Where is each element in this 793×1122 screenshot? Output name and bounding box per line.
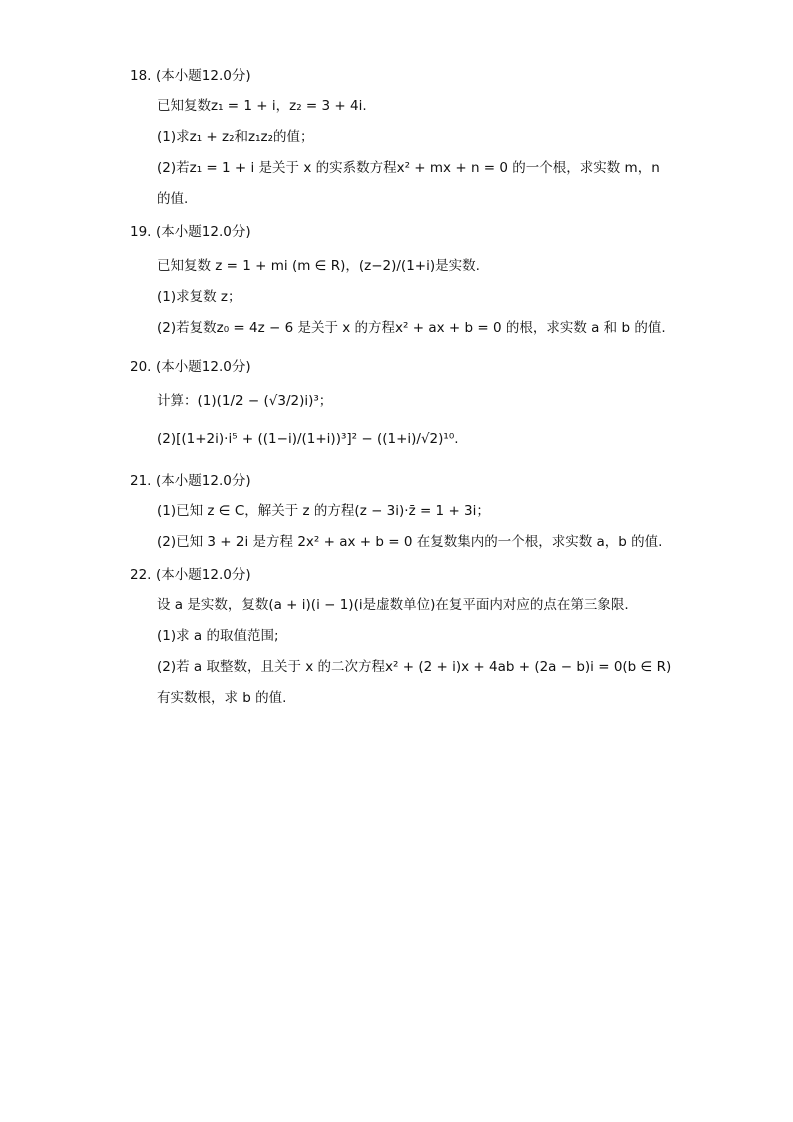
question-line: [157, 625, 690, 647]
question-number: 20.: [130, 359, 152, 375]
question-line: [157, 656, 690, 678]
question-19: [130, 221, 690, 339]
math-line: 设 a 是实数，复数(a + i)(i − 1)(i是虚数单位)在复平面内对应的点在第三象限.: [157, 597, 629, 613]
math-line: (2)[(1+2i)·i⁵ + ((1−i)/(1+i))³]² − ((1+i)/√2)¹⁰.: [157, 431, 459, 447]
question-header: [130, 564, 690, 586]
question-header: [130, 221, 690, 243]
question-points: (本小题12.0分): [156, 359, 251, 375]
question-20: [130, 356, 690, 450]
question-points: (本小题12.0分): [156, 473, 251, 489]
math-line: 已知复数 z = 1 + mi (m ∈ R)，(z−2)/(1+i)是实数.: [157, 258, 480, 274]
question-header: [130, 356, 690, 378]
question-18: [130, 65, 690, 210]
question-points: (本小题12.0分): [156, 68, 251, 84]
question-number: 22.: [130, 567, 152, 583]
question-22: [130, 564, 690, 709]
math-line: 有实数根，求 b 的值.: [157, 690, 287, 706]
question-header: [130, 65, 690, 87]
math-line: 的值.: [157, 191, 189, 207]
question-line: [157, 390, 690, 412]
math-line: (1)求复数 z；: [157, 289, 242, 305]
math-line: (2)已知 3 + 2i 是方程 2x² + ax + b = 0 在复数集内的一个根，求实数 a，b 的值.: [157, 534, 663, 550]
question-points: (本小题12.0分): [156, 224, 251, 240]
math-line: (2)若 a 取整数，且关于 x 的二次方程x² + (2 + i)x + 4ab + (2a − b)i = 0(b ∈ R): [157, 659, 672, 675]
question-line: [157, 286, 690, 308]
question-line: [157, 428, 690, 450]
question-line: [157, 500, 690, 522]
question-number: 21.: [130, 473, 152, 489]
question-line: [157, 126, 690, 148]
question-21: [130, 470, 690, 553]
question-line: [157, 188, 690, 210]
question-line: [157, 687, 690, 709]
question-header: [130, 470, 690, 492]
question-line: [157, 594, 690, 616]
question-line: [157, 95, 690, 117]
math-line: 计算：(1)(1/2 − (√3/2)i)³；: [157, 393, 333, 409]
math-line: (1)已知 z ∈ C，解关于 z 的方程(z − 3i)·z̄ = 1 + 3i；: [157, 503, 490, 519]
question-number: 19.: [130, 224, 152, 240]
question-line: [157, 255, 690, 277]
question-points: (本小题12.0分): [156, 567, 251, 583]
math-line: (1)求z₁ + z₂和z₁z₂的值；: [157, 129, 314, 145]
question-line: [157, 157, 690, 179]
math-line: (2)若z₁ = 1 + i 是关于 x 的实系数方程x² + mx + n = 0 的一个根，求实数 m，n: [157, 160, 660, 176]
question-line: [157, 317, 690, 339]
question-line: [157, 531, 690, 553]
math-line: (1)求 a 的取值范围;: [157, 628, 279, 644]
math-line: (2)若复数z₀ = 4z − 6 是关于 x 的方程x² + ax + b = 0 的根，求实数 a 和 b 的值.: [157, 320, 666, 336]
math-line: 已知复数z₁ = 1 + i，z₂ = 3 + 4i.: [157, 98, 367, 114]
question-number: 18.: [130, 68, 152, 84]
